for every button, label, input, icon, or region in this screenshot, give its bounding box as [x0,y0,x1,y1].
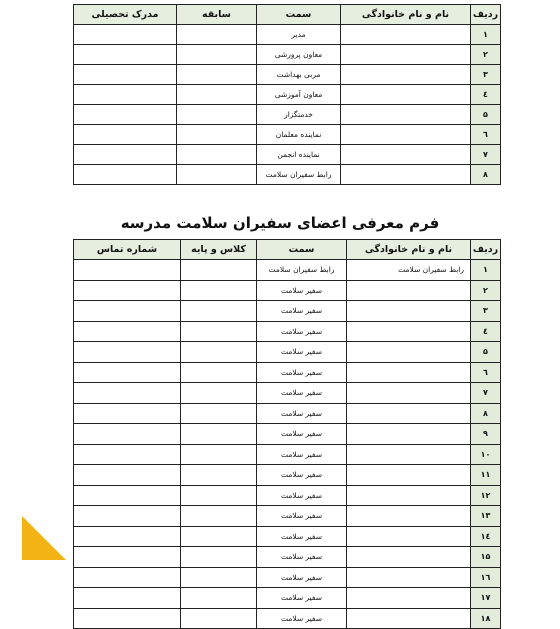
table-row [74,526,501,547]
col-5-cell[interactable] [74,342,181,363]
table-row [74,125,501,145]
table-row [74,321,501,342]
row-number: ۱۱ [471,465,501,486]
position-cell: سفیر سلامت [257,362,347,383]
header-experience: سابقه [177,5,257,25]
position-cell: سفیر سلامت [257,342,347,363]
position-cell: سفیر سلامت [257,465,347,486]
name-cell[interactable] [347,362,471,383]
row-number: ۲ [471,280,501,301]
header-class-grade: کلاس و پایه [181,240,257,260]
name-cell[interactable] [341,65,471,85]
col-4-cell[interactable] [181,280,257,301]
table-row [74,145,501,165]
col-4-cell[interactable] [181,260,257,281]
col-4-cell[interactable] [177,25,257,45]
col-5-cell[interactable] [74,485,181,506]
row-number: ۳ [471,301,501,322]
ambassadors-table [73,239,501,629]
col-4-cell[interactable] [181,403,257,424]
name-cell[interactable] [347,485,471,506]
row-number: ۸ [471,165,501,185]
header-phone-number: شماره تماس [74,240,181,260]
col-4-cell[interactable] [181,424,257,445]
col-4-cell[interactable] [177,85,257,105]
col-4-cell[interactable] [181,608,257,629]
name-cell[interactable] [347,588,471,609]
name-cell[interactable] [341,165,471,185]
table-row [74,506,501,527]
row-number: ۷ [471,383,501,404]
position-cell: سفیر سلامت [257,383,347,404]
col-5-cell[interactable] [74,260,181,281]
row-number: ۱ [471,260,501,281]
name-cell[interactable] [347,465,471,486]
position-cell: سفیر سلامت [257,321,347,342]
position-cell: سفیر سلامت [257,567,347,588]
table-row [74,45,501,65]
position-cell: سفیر سلامت [257,444,347,465]
name-cell[interactable] [341,105,471,125]
col-4-cell[interactable] [177,145,257,165]
table-row [74,608,501,629]
col-4-cell[interactable] [181,526,257,547]
name-cell[interactable]: رابط سفیران سلامت [347,260,471,281]
position-cell: رابط سفیران سلامت [257,260,347,281]
row-number: ۱۲ [471,485,501,506]
position-cell: سفیر سلامت [257,506,347,527]
col-4-cell[interactable] [181,485,257,506]
row-number: ۱۸ [471,608,501,629]
header-education: مدرک تحصیلی [74,5,177,25]
col-4-cell[interactable] [177,45,257,65]
position-cell: مربی بهداشت [257,65,341,85]
col-4-cell[interactable] [181,301,257,322]
col-4-cell[interactable] [181,342,257,363]
col-5-cell[interactable] [74,45,177,65]
row-number: ۳ [471,65,501,85]
row-number: ٦ [471,125,501,145]
row-number: ۱۳ [471,506,501,527]
col-5-cell[interactable] [74,301,181,322]
col-5-cell[interactable] [74,588,181,609]
header-full-name: نام و نام خانوادگی [347,240,471,260]
col-5-cell[interactable] [74,145,177,165]
row-number: ۲ [471,45,501,65]
header-full-name: نام و نام خانوادگی [341,5,471,25]
corner-accent-shape [22,516,66,560]
col-5-cell[interactable] [74,165,177,185]
table-row [74,465,501,486]
row-number: ۱ [471,25,501,45]
name-cell[interactable] [347,444,471,465]
row-number: ۹ [471,424,501,445]
table-row [74,260,501,281]
row-number: ۵ [471,105,501,125]
table-row [74,301,501,322]
header-position: سمت [257,240,347,260]
name-cell[interactable] [347,301,471,322]
col-5-cell[interactable] [74,125,177,145]
col-5-cell[interactable] [74,383,181,404]
col-5-cell[interactable] [74,608,181,629]
name-cell[interactable] [347,567,471,588]
row-number: ۱۵ [471,547,501,568]
col-5-cell[interactable] [74,321,181,342]
position-cell: سفیر سلامت [257,608,347,629]
name-cell[interactable] [341,45,471,65]
position-cell: معاون آموزشی [257,85,341,105]
name-cell[interactable] [341,125,471,145]
row-number: ۱٦ [471,567,501,588]
col-4-cell[interactable] [181,362,257,383]
col-4-cell[interactable] [177,165,257,185]
position-cell: سفیر سلامت [257,301,347,322]
col-5-cell[interactable] [74,280,181,301]
col-5-cell[interactable] [74,25,177,45]
table-row [74,65,501,85]
header-row-number: ردیف [471,240,501,260]
position-cell: سفیر سلامت [257,547,347,568]
col-5-cell[interactable] [74,424,181,445]
name-cell[interactable] [347,424,471,445]
col-4-cell[interactable] [177,65,257,85]
row-number: ٤ [471,85,501,105]
position-cell: معاون پرورشی [257,45,341,65]
position-cell: مدیر [257,25,341,45]
table-row [74,362,501,383]
ambassadors-table-header [74,240,501,260]
row-number: ۱۷ [471,588,501,609]
col-4-cell[interactable] [181,444,257,465]
col-5-cell[interactable] [74,547,181,568]
col-5-cell[interactable] [74,465,181,486]
row-number: ۱٤ [471,526,501,547]
table-row [74,444,501,465]
name-cell[interactable] [347,526,471,547]
position-cell: خدمتگزار [257,105,341,125]
col-4-cell[interactable] [181,321,257,342]
name-cell[interactable] [347,403,471,424]
table-row [74,25,501,45]
row-number: ۵ [471,342,501,363]
col-5-cell[interactable] [74,362,181,383]
row-number: ۱۰ [471,444,501,465]
position-cell: سفیر سلامت [257,424,347,445]
col-4-cell[interactable] [177,125,257,145]
row-number: ٦ [471,362,501,383]
header-row-number: ردیف [471,5,501,25]
table-row [74,567,501,588]
table-row [74,280,501,301]
staff-table [73,4,501,185]
row-number: ٤ [471,321,501,342]
table-row [74,547,501,568]
name-cell[interactable] [347,321,471,342]
name-cell[interactable] [341,85,471,105]
table-row [74,342,501,363]
table-row [74,383,501,404]
table-row [74,485,501,506]
table-row [74,85,501,105]
form-title: فرم معرفی اعضای سفیران سلامت مدرسه [120,214,440,232]
col-5-cell[interactable] [74,526,181,547]
col-5-cell[interactable] [74,506,181,527]
table-row [74,424,501,445]
col-4-cell[interactable] [181,506,257,527]
row-number: ۸ [471,403,501,424]
table-row [74,403,501,424]
table-row [74,588,501,609]
position-cell: سفیر سلامت [257,526,347,547]
name-cell[interactable] [347,506,471,527]
position-cell: نماینده معلمان [257,125,341,145]
col-4-cell[interactable] [181,383,257,404]
col-4-cell[interactable] [177,105,257,125]
name-cell[interactable] [347,383,471,404]
header-position: سمت [257,5,341,25]
position-cell: سفیر سلامت [257,588,347,609]
col-4-cell[interactable] [181,567,257,588]
name-cell[interactable] [341,145,471,165]
name-cell[interactable] [347,280,471,301]
col-5-cell[interactable] [74,105,177,125]
name-cell[interactable] [347,608,471,629]
name-cell[interactable] [347,342,471,363]
table-row [74,105,501,125]
position-cell: نماینده انجمن [257,145,341,165]
col-5-cell[interactable] [74,444,181,465]
row-number: ۷ [471,145,501,165]
col-5-cell[interactable] [74,403,181,424]
name-cell[interactable] [347,547,471,568]
staff-table-body [74,25,501,185]
col-5-cell[interactable] [74,567,181,588]
name-cell[interactable] [341,25,471,45]
table-row [74,165,501,185]
col-5-cell[interactable] [74,85,177,105]
position-cell: سفیر سلامت [257,485,347,506]
position-cell: رابط سفیران سلامت [257,165,341,185]
position-cell: سفیر سلامت [257,403,347,424]
col-5-cell[interactable] [74,65,177,85]
staff-table-header [74,5,501,25]
position-cell: سفیر سلامت [257,280,347,301]
col-4-cell[interactable] [181,465,257,486]
ambassadors-table-body [74,260,501,629]
col-4-cell[interactable] [181,547,257,568]
col-4-cell[interactable] [181,588,257,609]
